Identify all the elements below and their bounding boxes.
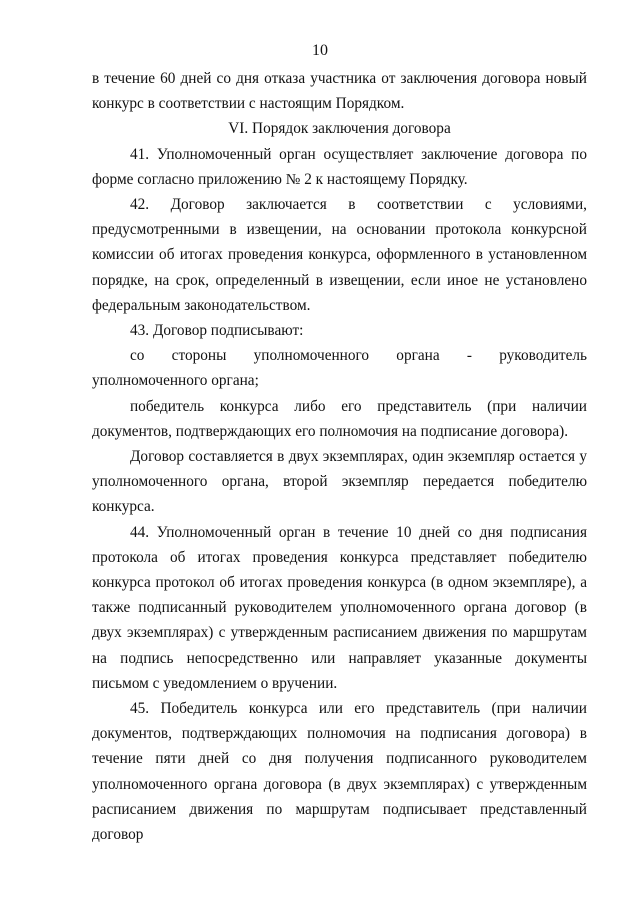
page-number: 10: [312, 42, 328, 59]
paragraph-45: 45. Победитель конкурса или его представитель (при наличии документов, подтверждающих полномочия на подписания договора) в течение пяти дней со дня получения подписанного руководителем уполномоченного органа договора (в двух экземплярах) с утвержденным расписанием движения по маршрутам подписывает представленный договор: [92, 700, 587, 844]
paragraph-44: 44. Уполномоченный орган в течение 10 дней со дня подписания протокола об итогах проведения конкурса представляет победителю конкурса протокол об итогах проведения конкурса (в одном экземпляре), а также подписанный руководителем уполномоченного органа договор (в двух экземплярах) с утвержденным расписанием движения по маршрутам на подпись непосредственно или направляет указанные документы письмом с уведомлением о вручении.: [92, 523, 587, 692]
paragraph-42: 42. Договор заключается в соответствии с условиями, предусмотренными в извещении, на основании протокола конкурсной комиссии об итогах проведения конкурса, оформленного в установленном порядке, на срок, определенный в извещении, если иное не установлено федеральным законодательством.: [92, 196, 587, 314]
paragraph-43-copies: Договор составляется в двух экземплярах, один экземпляр остается у уполномоченного органа, второй экземпляр передается победителю конкурса.: [92, 448, 587, 516]
document-body: [92, 66, 587, 847]
paragraph-43-party-authority: со стороны уполномоченного органа - руководитель уполномоченного органа;: [92, 347, 587, 390]
continuation-paragraph: в течение 60 дней со дня отказа участника от заключения договора новый конкурс в соответствии с настоящим Порядком.: [92, 70, 587, 113]
paragraph-41: 41. Уполномоченный орган осуществляет заключение договора по форме согласно приложению № 2 к настоящему Порядку.: [92, 145, 587, 188]
section-heading: VI. Порядок заключения договора: [228, 120, 451, 138]
paragraph-43-party-winner: победитель конкурса либо его представитель (при наличии документов, подтверждающих его полномочия на подписание договора).: [92, 397, 587, 440]
paragraph-43: 43. Договор подписывают:: [130, 322, 304, 340]
